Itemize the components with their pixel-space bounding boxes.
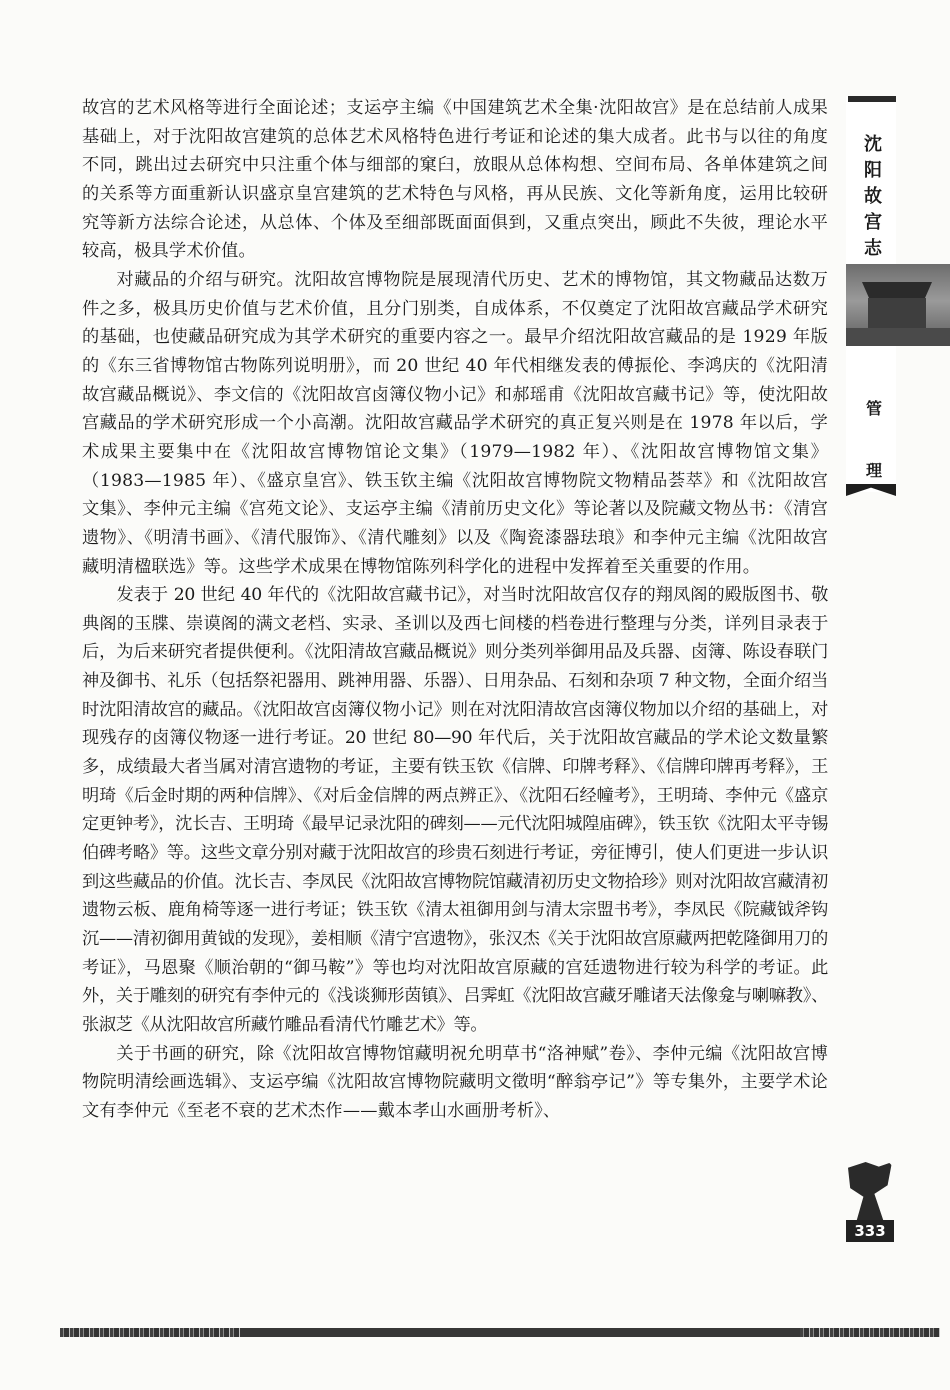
book-title-vertical (858, 132, 888, 262)
palace-roof-shape (862, 282, 932, 298)
paragraph: 对藏品的介绍与研究。沈阳故宫博物院是展现清代历史、艺术的博物馆，其文物藏品达数万件之多，极具历史价值与艺术价值，且分门别类，自成体系，不仅奠定了沈阳故宫藏品学术研究的基础，也使藏品研究成为其学术研究的重要内容之一。最早介绍沈阳故宫藏品的是 1929 年版的《东三省博物馆古物陈列说明册》，而 20 世纪 40 年代相继发表的傅振伦、李鸿庆的《沈阳清故宫藏品概说》、李文信的《沈阳故宫卤簿仪物小记》和郝瑶甫《沈阳故宫藏书记》等，使沈阳故宫藏品的学术研究形成一个小高潮。沈阳故宫藏品学术研究的真正复兴则是在 1978 年以后，学术成果主要集中在《沈阳故宫博物馆论文集》（1979—1982 年）、《沈阳故宫博物馆文集》（1983—1985 年）、《盛京皇宫》、铁玉钦主编《沈阳故宫博物院文物精品荟萃》和《沈阳故宫文集》、李仲元主编《宫苑文论》、支运亭主编《清前历史文化》等论著以及院藏文物丛书：《清宫遗物》、《明清书画》、《清代服饰》、《清代雕刻》以及《陶瓷漆器珐琅》和李仲元主编《沈阳故宫藏明清楹联选》等。这些学术成果在博物馆陈列科学化的进程中发挥着至关重要的作用。 (82, 269, 828, 577)
section-title-char: 理 (865, 461, 882, 480)
paragraph: 发表于 20 世纪 40 年代的《沈阳故宫藏书记》，对当时沈阳故宫仅存的翔凤阁的殿版图书、敬典阁的玉牒、崇谟阁的满文老档、实录、圣训以及西七间楼的档卷进行整理与分类，详列目录表于后，为后来研究者提供便利。《沈阳清故宫藏品概说》则分类列举御用品及兵器、卤簿、陈设春联门神及御书、礼乐（包括祭祀器用、跳神用器、乐器）、日用杂品、石刻和杂项 7 种文物，全面介绍当时沈阳清故宫的藏品。《沈阳故宫卤簿仪物小记》则在对沈阳清故宫卤簿仪物加以介绍的基础上，对现残存的卤簿仪物逐一进行考证。20 世纪 80—90 年代后，关于沈阳故宫藏品的学术论文数量繁多，成绩最大者当属对清宫遗物的考证，主要有铁玉钦《信牌、印牌考释》、《信牌印牌再考释》，王明琦《后金时期的两种信牌》、《对后金信牌的两点辨正》、《沈阳石经幢考》，王明琦、李仲元《盛京定更钟考》，沈长吉、王明琦《最早记录沈阳的碑刻——元代沈阳城隍庙碑》，铁玉钦《沈阳太平寺锡伯碑考略》等。这些文章分别对藏于沈阳故宫的珍贵石刻进行考证，旁征博引，使人们更进一步认识到这些藏品的价值。沈长吉、李凤民《沈阳故宫博物院馆藏清初历史文物拾珍》则对沈阳故宫藏清初遗物云板、鹿角椅等逐一进行考证；铁玉钦《清太祖御用剑与清太宗盟书考》，李凤民《院藏钺斧钩沉——清初御用黄钺的发现》，姜相顺《清宁宫遗物》，张汉杰《关于沈阳故宫原藏两把乾隆御用刀的考证》，马恩聚《顺治朝的“御马鞍”》等也均对沈阳故宫原藏的宫廷遗物进行较为科学的考证。此外，关于雕刻的研究有李仲元的《浅谈狮形茵镇》、吕霁虹《沈阳故宫藏牙雕诸天法像龛与喇嘛教》、张淑芝《从沈阳故宫所藏竹雕品看清代竹雕艺术》等。 (82, 585, 828, 1035)
page-number: 333 (846, 1220, 894, 1242)
section-title-vertical (862, 378, 886, 502)
palace-hall-shape (868, 298, 926, 328)
side-top-bar (848, 96, 896, 102)
page-number-badge (846, 1160, 894, 1244)
book-title-char: 沈 (864, 134, 882, 155)
book-title-char: 志 (864, 238, 882, 259)
section-title-char: 管 (865, 399, 882, 418)
scan-edge-artifact (60, 1328, 940, 1337)
book-title-char: 故 (864, 186, 882, 207)
dragon-icon (848, 1162, 892, 1220)
book-title-char: 阳 (864, 160, 882, 181)
body-text (82, 94, 828, 1126)
paragraph: 关于书画的研究，除《沈阳故宫博物馆藏明祝允明草书“洛神赋”卷》、李仲元编《沈阳故宫博物院明清绘画选辑》、支运亭编《沈阳故宫博物院藏明文徵明“醉翁亭记”》等专集外，主要学术论文有李仲元《至老不衰的艺术杰作——戴本孝山水画册考析》、 (82, 1043, 828, 1121)
palace-photo (846, 264, 950, 346)
paragraph: 故宫的艺术风格等进行全面论述；支运亭主编《中国建筑艺术全集·沈阳故宫》是在总结前人成果基础上，对于沈阳故宫建筑的总体艺术风格特色进行考证和论述的集大成者。此书与以往的角度不同，跳出过去研究中只注重个体与细部的窠臼，放眼从总体构想、空间布局、各单体建筑之间的关系等方面重新认识盛京皇宫建筑的艺术特色与风格，再从民族、文化等新角度，运用比较研究等新方法综合论述，从总体、个体及至细部既面面俱到，又重点突出，顾此不失彼，理论水平较高，极具学术价值。 (82, 98, 828, 262)
scan-edge-solid (240, 1328, 800, 1337)
palace-ground-shape (846, 328, 950, 346)
book-title-char: 宫 (864, 212, 882, 233)
